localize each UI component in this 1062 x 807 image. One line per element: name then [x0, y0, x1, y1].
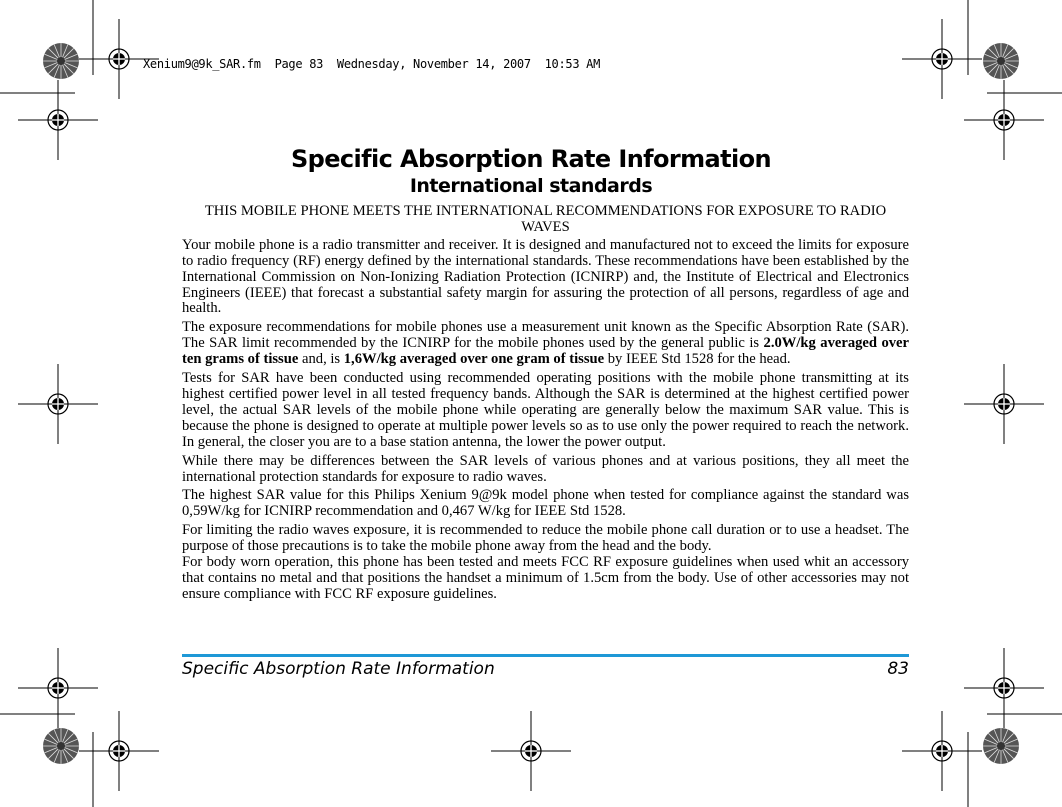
page-title: Specific Absorption Rate Information [290, 145, 772, 173]
print-header-line: Xenium9@9k_SAR.fm Page 83 Wednesday, November 14, 2007 10:53 AM [143, 57, 601, 71]
sar-text-part: The exposure recommendations for mobile phones use a measurement unit known as the Specific Absorption Rate (SAR). The SAR limit recommended by the ICNIRP for the mobile phones used by the general public is [182, 319, 909, 352]
sar-limit-ieee: 1,6W/kg averaged over one gram of tissue [343, 351, 605, 368]
paragraph-intro: Your mobile phone is a radio transmitter and receiver. It is designed and manufactured not to exceed the limits for exposure to radio frequency (RF) energy defined by the international standards. These recommendations have been established by the International Commission on Non-Ionizing Radiation Protection (ICNIRP) and, the Institute of Electrical and Electronics Engineers (IEEE) that forecast a substantial safety margin for assuring the protection of all persons, regardless of age and health. [182, 236, 909, 317]
sar-text-part: by IEEE Std 1528 for the head. [604, 351, 791, 368]
footer-page-number: 83 [887, 659, 909, 679]
paragraph-body-worn: For body worn operation, this phone has been tested and meets FCC RF exposure guidelines when used whit an accessory that contains no metal and that positions the handset a minimum of 1.5cm from the body. Use of other accessories may not ensure compliance with FCC RF exposure guidelines. [182, 554, 909, 602]
sar-text-part: and, is [298, 351, 344, 368]
paragraph-sar-limits [182, 320, 909, 368]
notice-paragraph: THIS MOBILE PHONE MEETS THE INTERNATIONAL RECOMMENDATIONS FOR EXPOSURE TO RADIO WAVES [204, 203, 887, 235]
footer-rule [182, 654, 909, 657]
paragraph-highest-value: The highest SAR value for this Philips Xenium 9@9k model phone when tested for compliance against the standard was 0,59W/kg for ICNIRP recommendation and 0,467 W/kg for IEEE Std 1528. [182, 487, 909, 520]
footer-section-name: Specific Absorption Rate Information [182, 659, 495, 679]
paragraph-differences: While there may be differences between the SAR levels of various phones and at various positions, they all meet the international protection standards for exposure to radio waves. [182, 452, 909, 485]
paragraph-limiting: For limiting the radio waves exposure, it is recommended to reduce the mobile phone call duration or to use a headset. The purpose of those precautions is to take the mobile phone away from the head and the body. [182, 522, 909, 555]
paragraph-testing: Tests for SAR have been conducted using recommended operating positions with the mobile phone transmitting at its highest certified power level in all tested frequency bands. Although the SAR is determined at the highest certified power level, the actual SAR levels of the mobile phone while operating are generally below the maximum SAR value. This is because the phone is designed to operate at multiple power levels so as to use only the power required to reach the network. In general, the closer you are to a base station antenna, the lower the power output. [182, 370, 909, 450]
body-text [182, 204, 909, 606]
sar-limit-icnirp: 2.0W/kg averaged over ten grams of tissue [182, 335, 909, 368]
section-subtitle: International standards [409, 175, 653, 197]
